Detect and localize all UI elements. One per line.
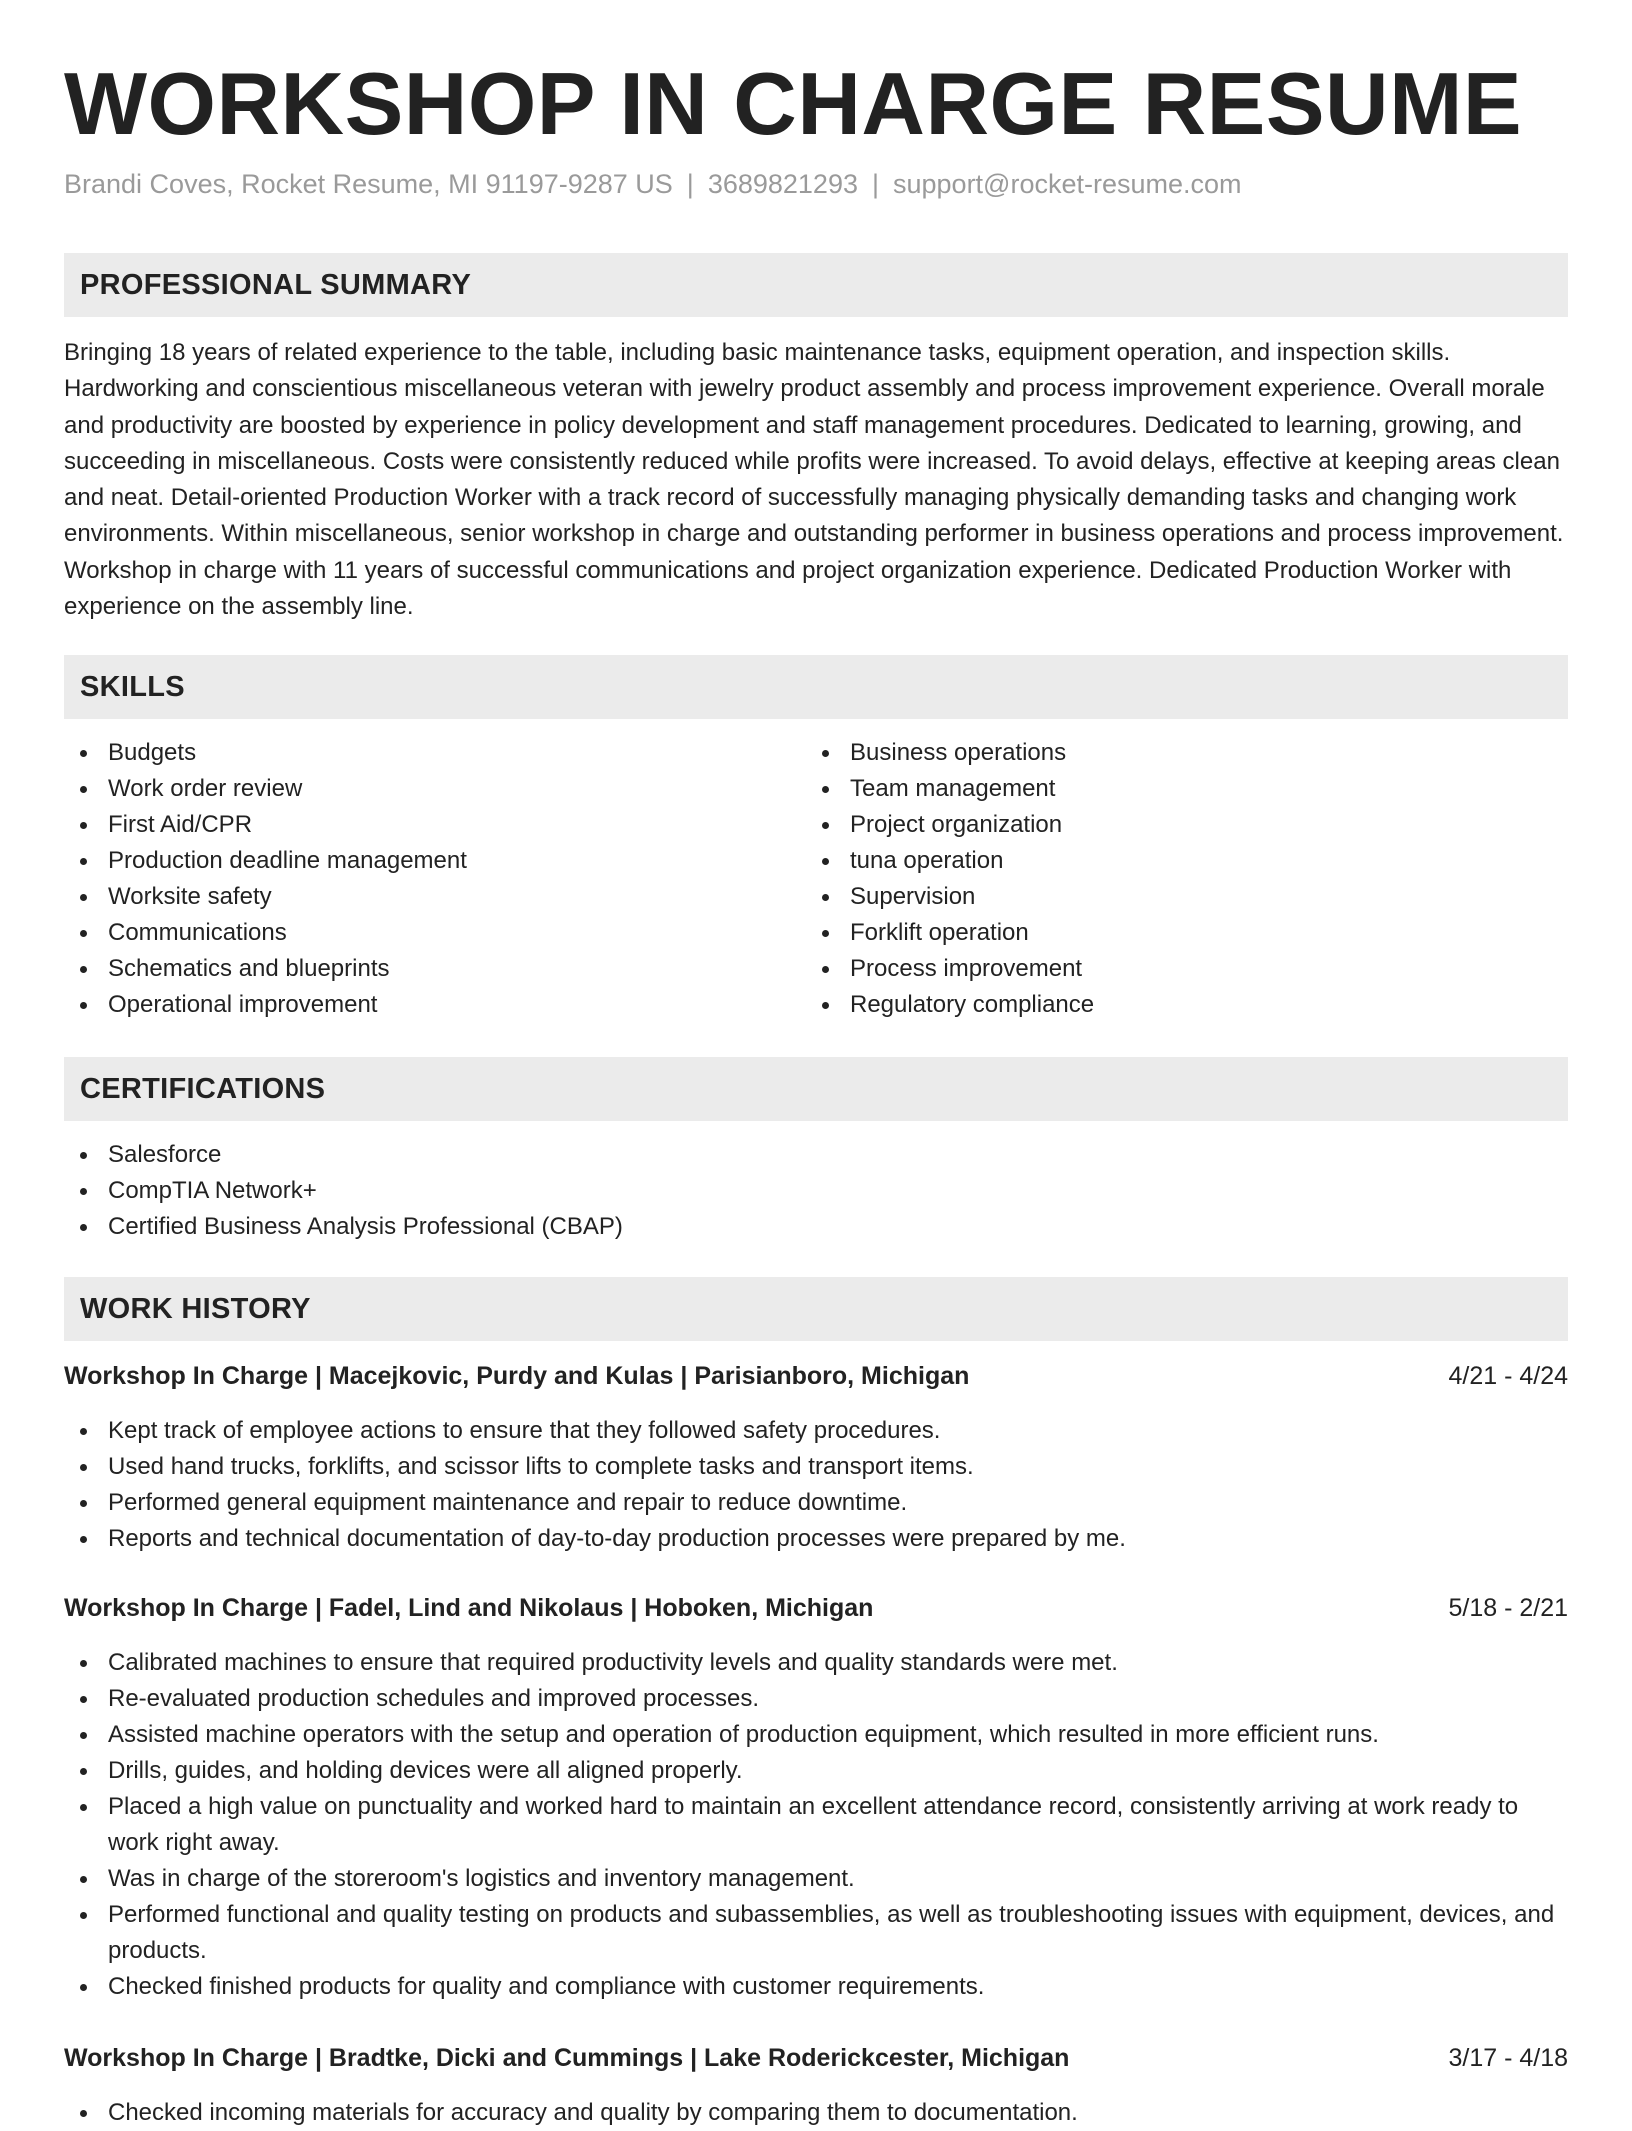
skill-item: Worksite safety (64, 879, 764, 915)
job-bullet: Kept track of employee actions to ensure that they followed safety procedures. (64, 1413, 1568, 1449)
certifications-heading: CERTIFICATIONS (80, 1073, 326, 1105)
job-bullets (64, 1645, 1568, 2005)
skill-item: Supervision (806, 879, 1506, 915)
skill-item: Operational improvement (64, 987, 764, 1023)
job-bullet: Performed functional and quality testing on products and subassemblies, as well as troubleshooting issues with equipment, devices, and products. (64, 1897, 1568, 1969)
job-bullet: Checked finished products for quality and compliance with customer requirements. (64, 1969, 1568, 2005)
job-bullet: Placed a high value on punctuality and worked hard to maintain an excellent attendance record, consistently arriving at work ready to work right away. (64, 1789, 1568, 1861)
contact-line (64, 166, 1242, 202)
skill-item: Budgets (64, 735, 764, 771)
skills-list-right (806, 735, 1506, 1023)
skills-list-left (64, 735, 764, 1023)
certification-item: Certified Business Analysis Professional (CBAP) (64, 1209, 1568, 1245)
job-bullet: Was in charge of the storeroom's logistics and inventory management. (64, 1861, 1568, 1897)
job-header (64, 1358, 1568, 1394)
certification-item: CompTIA Network+ (64, 1173, 1568, 1209)
contact-address: Brandi Coves, Rocket Resume, MI 91197-9287 US (64, 169, 673, 199)
job-header (64, 1590, 1568, 1626)
job-bullet: Assisted machine operators with the setup and operation of production equipment, which resulted in more efficient runs. (64, 1717, 1568, 1753)
job-title: Workshop In Charge | Bradtke, Dicki and Cummings | Lake Roderickcester, Michigan (64, 2044, 1070, 2072)
contact-phone: 3689821293 (707, 169, 858, 199)
job-bullet: Used hand trucks, forklifts, and scissor lifts to complete tasks and transport items. (64, 1449, 1568, 1485)
summary-section-header (64, 253, 1568, 317)
summary-heading: PROFESSIONAL SUMMARY (80, 269, 472, 301)
job-bullet: Calibrated machines to ensure that required productivity levels and quality standards were met. (64, 1645, 1568, 1681)
skill-item: Project organization (806, 807, 1506, 843)
skill-item: First Aid/CPR (64, 807, 764, 843)
skill-item: tuna operation (806, 843, 1506, 879)
certifications-section-header (64, 1057, 1568, 1121)
job-bullet: Checked incoming materials for accuracy and quality by comparing them to documentation. (64, 2095, 1568, 2131)
job-bullets (64, 2095, 1568, 2131)
job-bullet: Performed general equipment maintenance and repair to reduce downtime. (64, 1485, 1568, 1521)
skill-item: Communications (64, 915, 764, 951)
job-title: Workshop In Charge | Fadel, Lind and Nikolaus | Hoboken, Michigan (64, 1594, 874, 1622)
skill-item: Team management (806, 771, 1506, 807)
contact-email: support@rocket-resume.com (893, 169, 1242, 199)
contact-separator: | (686, 169, 694, 199)
skills-heading: SKILLS (80, 671, 185, 703)
job-title: Workshop In Charge | Macejkovic, Purdy and Kulas | Parisianboro, Michigan (64, 1362, 970, 1390)
job-dates: 3/17 - 4/18 (1448, 2044, 1568, 2072)
skill-item: Regulatory compliance (806, 987, 1506, 1023)
skill-item: Forklift operation (806, 915, 1506, 951)
skill-item: Business operations (806, 735, 1506, 771)
skill-item: Work order review (64, 771, 764, 807)
skill-item: Schematics and blueprints (64, 951, 764, 987)
job-bullet: Re-evaluated production schedules and improved processes. (64, 1681, 1568, 1717)
skill-item: Process improvement (806, 951, 1506, 987)
job-bullets (64, 1413, 1568, 1557)
job-bullet: Reports and technical documentation of day-to-day production processes were prepared by me. (64, 1521, 1568, 1557)
certification-item: Salesforce (64, 1137, 1568, 1173)
work-history-section-header (64, 1277, 1568, 1341)
contact-separator: | (871, 169, 879, 199)
job-dates: 5/18 - 2/21 (1448, 1594, 1568, 1622)
skills-section-header (64, 655, 1568, 719)
job-bullet: Drills, guides, and holding devices were all aligned properly. (64, 1753, 1568, 1789)
skill-item: Production deadline management (64, 843, 764, 879)
job-dates: 4/21 - 4/24 (1448, 1362, 1568, 1390)
certifications-list (64, 1137, 1568, 1245)
job-header (64, 2040, 1568, 2076)
summary-text: Bringing 18 years of related experience to the table, including basic maintenance tasks, equipment operation, and inspection skills. Hardworking and conscientious miscellaneous veteran with jewelry product assembly and process improvement experience. Overall morale and productivity are boosted by experience in policy development and staff management procedures. Dedicated to learning, growing, and succeeding in miscellaneous. Costs were consistently reduced while profits were increased. To avoid delays, effective at keeping areas clean and neat. Detail-oriented Production Worker with a track record of successfully managing physically demanding tasks and changing work environments. Within miscellaneous, senior workshop in charge and outstanding performer in business operations and process improvement. Workshop in charge with 11 years of successful communications and project organization experience. Dedicated Production Worker with experience on the assembly line. (64, 339, 1564, 621)
resume-title: WORKSHOP IN CHARGE RESUME (64, 54, 1523, 153)
work-history-heading: WORK HISTORY (80, 1293, 311, 1325)
